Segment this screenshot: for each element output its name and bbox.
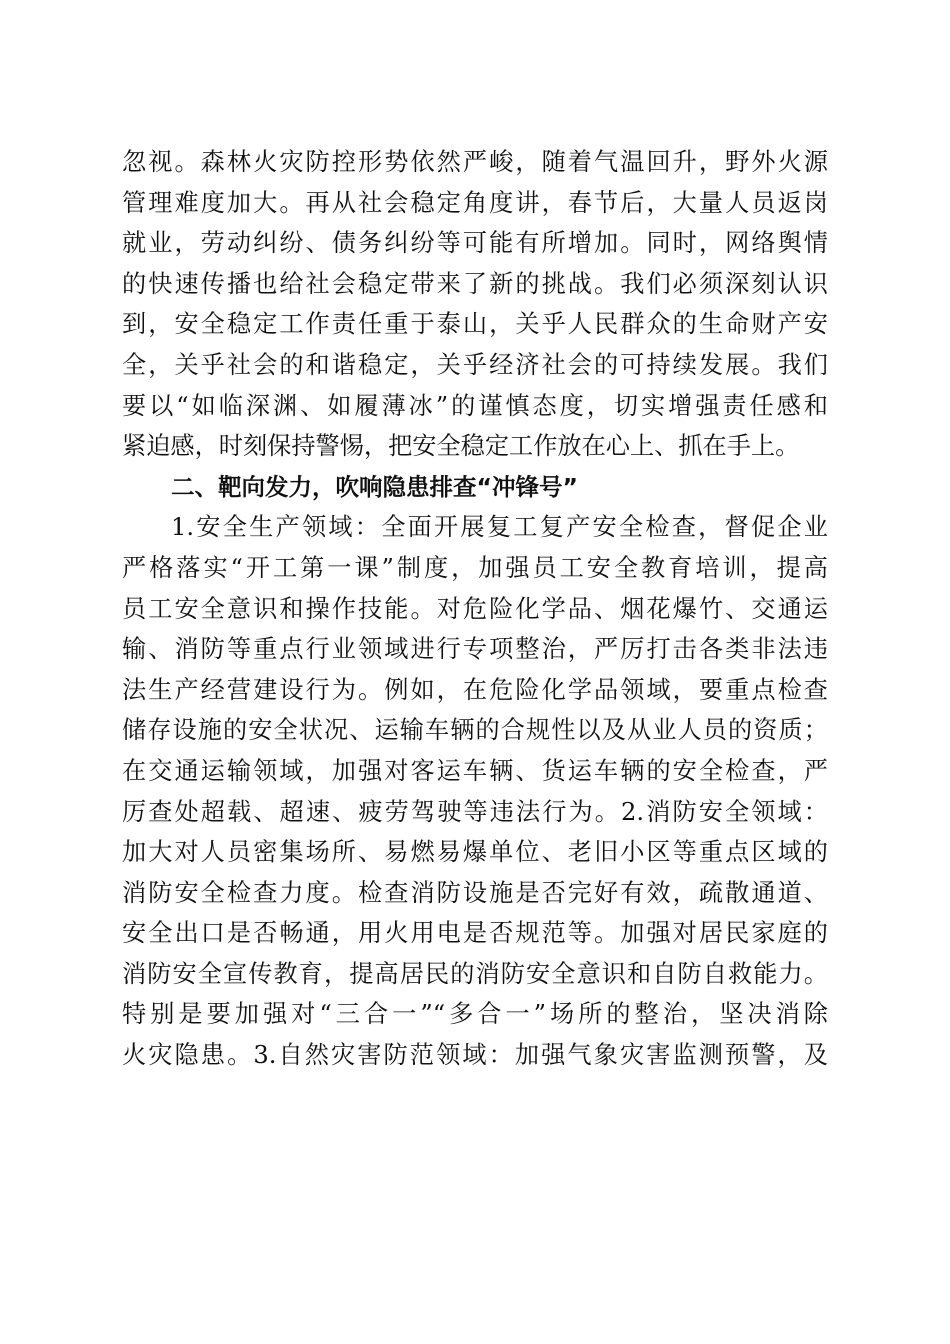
paragraph-2-line: 加大对人员密集场所、易燃易爆单位、老旧小区等重点区域的 — [122, 838, 828, 867]
paragraph-2-line: 严格落实“开工第一课”制度，加强员工安全教育培训，提高 — [122, 553, 828, 582]
paragraph-2 — [122, 507, 828, 1075]
section-heading: 二、靶向发力，吹响隐患排查“冲锋号” — [171, 472, 578, 501]
paragraph-1-line: 全，关乎社会的和谐稳定，关乎经济社会的可持续发展。我们 — [122, 350, 828, 379]
paragraph-1-line: 到，安全稳定工作责任重于泰山，关乎人民群众的生命财产安 — [122, 310, 828, 339]
paragraph-2-line: 员工安全意识和操作技能。对危险化学品、烟花爆竹、交通运 — [122, 594, 828, 623]
paragraph-2-line: 储存设施的安全状况、运输车辆的合规性以及从业人员的资质； — [122, 716, 828, 745]
paragraph-2-line: 消防安全宣传教育，提高居民的消防安全意识和自防自救能力。 — [122, 959, 828, 988]
paragraph-1-line: 忽视。森林火灾防控形势依然严峻，随着气温回升，野外火源 — [122, 148, 828, 176]
paragraph-2-line: 法生产经营建设行为。例如，在危险化学品领域，要重点检查 — [122, 675, 828, 704]
paragraph-2-line: 消防安全检查力度。检查消防设施是否完好有效，疏散通道、 — [122, 878, 828, 907]
paragraph-2-line: 厉查处超载、超速、疲劳驾驶等违法行为。2.消防安全领域： — [122, 797, 828, 826]
paragraph-1-line: 管理难度加大。再从社会稳定角度讲，春节后，大量人员返岗 — [122, 188, 828, 217]
paragraph-2-line: 在交通运输领域，加强对客运车辆、货运车辆的安全检查，严 — [122, 756, 828, 785]
paragraph-1-line: 要以“如临深渊、如履薄冰”的谨慎态度，切实增强责任感和 — [122, 391, 828, 420]
paragraph-1-line: 的快速传播也给社会稳定带来了新的挑战。我们必须深刻认识 — [122, 269, 828, 298]
paragraph-1-line: 紧迫感，时刻保持警惕，把安全稳定工作放在心上、抓在手上。 — [122, 432, 800, 461]
paragraph-2-line: 安全出口是否畅通，用火用电是否规范等。加强对居民家庭的 — [122, 919, 828, 948]
paragraph-2-line: 火灾隐患。3.自然灾害防范领域：加强气象灾害监测预警，及 — [122, 1041, 828, 1070]
paragraph-1 — [122, 142, 828, 467]
paragraph-1-line: 就业，劳动纠纷、债务纠纷等可能有所增加。同时，网络舆情 — [122, 229, 828, 258]
paragraph-2-line: 特别是要加强对“三合一”“多合一”场所的整治，坚决消除 — [122, 1000, 828, 1029]
paragraph-2-line: 输、消防等重点行业领域进行专项整治，严厉打击各类非法违 — [122, 635, 828, 664]
body-text — [122, 142, 828, 1076]
paragraph-2-line: 1.安全生产领域：全面开展复工复产安全检查，督促企业 — [171, 513, 828, 542]
